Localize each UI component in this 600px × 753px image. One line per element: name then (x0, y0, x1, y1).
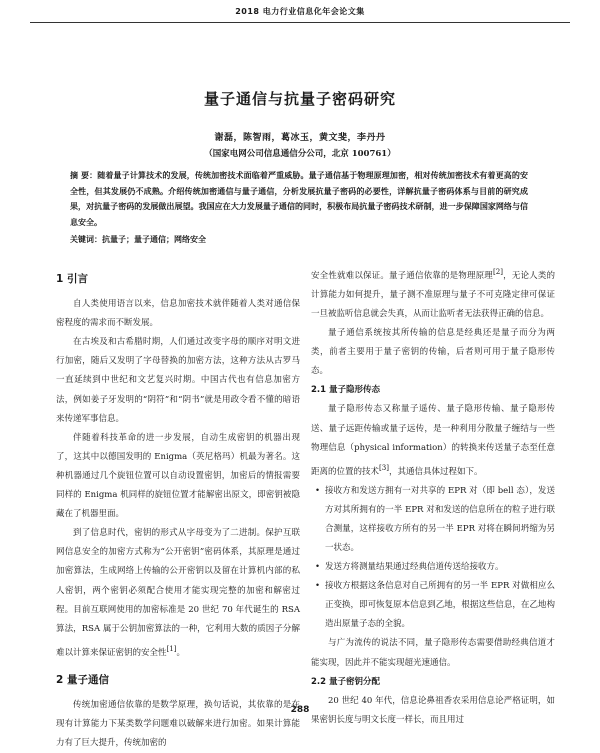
paragraph-text: 到了信息时代，密钥的形式从字母变为了二进制。保护互联网信息安全的加密方式称为“公开密钥”密码体系，其原理是通过加密算法，生成网络上传输的公开密钥以及留在计算机内部的私人密钥，两个密钥必须配合使用才能实现完整的加密和解密过程。目前互联网使用的加密标准是 20 世纪 70 年代诞生的 RSA 算法，RSA 属于公钥加密算法的一种，它利用大数的质因子分解难以计算来保证密钥的安全性 (56, 528, 300, 658)
paragraph: 量子通信系统按其所传输的信息是经典还是量子而分为两类，前者主要用于量子密钥的传输，后者则可用于量子隐形传态。 (311, 328, 555, 377)
paragraph: 20 世纪 40 年代，信息论鼻祖香农采用信息论严格证明，如果密钥长度与明文长度一样长，而且用过 (311, 695, 555, 725)
list-item (315, 482, 555, 558)
affiliation: （国家电网公司信息通信分公司，北京 100761） (204, 149, 396, 159)
keywords: 关键词：抗量子；量子通信；网络安全 (70, 234, 206, 244)
header-rule (30, 22, 570, 23)
citation: [3] (379, 462, 390, 472)
section-heading-intro: 1 引言 (56, 273, 88, 285)
bullet-icon: • (315, 485, 321, 496)
paragraph: 传统加密通信依靠的是数学原理，换句话说，其依靠的是在现有计算能力下某类数学问题难以破解来进行加密。如果计算能力有了巨大提升，传统加密的 (56, 699, 300, 748)
list-item-text: 发送方将测量结果通过经典信道传送给接收方。 (325, 562, 504, 573)
paragraph (311, 400, 555, 481)
list-item-text: 接收方根据这条信息对自己所拥有的另一半 EPR 对做相应么正变换，即可恢复原本信息到乙地，根据这些信息，在乙地构造出原量子态的全貌。 (325, 581, 555, 630)
paragraph (56, 524, 300, 662)
paper-title: 量子通信与抗量子密码研究 (203, 90, 396, 108)
paragraph-text: 安全性就难以保证。量子通信依靠的是物理原理 (311, 270, 493, 281)
right-column (311, 262, 555, 730)
subsection-heading-teleportation: 2.1 量子隐形传态 (311, 385, 381, 396)
citation: [2] (492, 267, 503, 276)
running-header: 2018 电力行业信息化年会论文集 (235, 7, 365, 16)
list-item (315, 558, 555, 577)
paragraph-end: 。 (176, 647, 186, 658)
paragraph: 与广为流传的说法不同，量子隐形传态需要借助经典信道才能实现，因此并不能实现超光速通信。 (311, 638, 555, 668)
bullet-list (311, 482, 555, 635)
bullet-icon: • (315, 581, 321, 592)
left-column (56, 262, 300, 753)
abstract: 摘 要：随着量子计算技术的发展，传统加密技术面临着严重威胁。量子通信基于物理原理加密，相对传统加密技术有着更高的安全性，但其发展仍不成熟。介绍传统加密通信与量子通信，分析发展抗量子密码的必要性，详解抗量子密码体系与目前的研究成果，对抗量子密码的发展做出展望。我国应在大力发展量子通信的同时，积极布局抗量子密码技术研制，进一步保障国家网络与信息安全。 (70, 170, 528, 227)
list-item-text: 接收方和发送方拥有一对共享的 EPR 对（即 bell 态），发送方对其所拥有的一半 EPR 对和发送的信息所在的粒子进行联合测量，这样接收方所有的另一半 EPR 对将在瞬间坍缩为另一状态。 (325, 485, 555, 553)
list-item (315, 577, 555, 634)
paragraph-end: ，其通信具体过程如下。 (389, 466, 483, 477)
paragraph-text: 量子隐形传态又称量子遥传、量子隐形传输、量子隐形传送、量子远距传输或量子远传，是一种利用分散量子缠结与一些物理信息（physical information）的转换来传送量子态至任意距离的位置的技术 (311, 404, 555, 477)
subsection-heading-qkd: 2.2 量子密钥分配 (311, 676, 381, 687)
paragraph: 自人类使用语言以来，信息加密技术就伴随着人类对通信保密程度的需求而不断发展。 (56, 299, 300, 329)
page-number: 288 (290, 705, 310, 715)
citation: [1] (166, 643, 177, 653)
paragraph (311, 262, 555, 324)
authors: 谢磊，陈智雨，葛冰玉，黄文斐，李丹丹 (214, 133, 386, 143)
paragraph-end: ，无论人类的计算能力如何提升，量子测不准原理与量子不可克隆定律可保证一旦被监听信息就会失真，从而让监听者无法获得正确的信息。 (311, 270, 555, 320)
paragraph: 伴随着科技革命的进一步发展，自动生成密钥的机器出现了，这其中以德国发明的 Enigma（英尼格玛）机最为著名。这种机器通过几个旋钮位置可以自动设置密钥，加密后的情报需要同样的 Enigma 机同样的旋钮位置才能解密出原文，即密钥被隐藏在了机器里面。 (56, 432, 300, 520)
bullet-icon: • (315, 562, 321, 573)
paragraph: 在古埃及和古希腊时期，人们通过改变字母的顺序对明文进行加密，随后又发明了字母替换的加密方法，这种方法从古罗马一直延续到中世纪和文艺复兴时期。中国古代也有信息加密方法，例如姜子牙发明的“阴符”和“阴书”就是用政令看不懂的暗语来传递军事信息。 (56, 337, 300, 424)
section-heading-quantum: 2 量子通信 (56, 673, 109, 686)
